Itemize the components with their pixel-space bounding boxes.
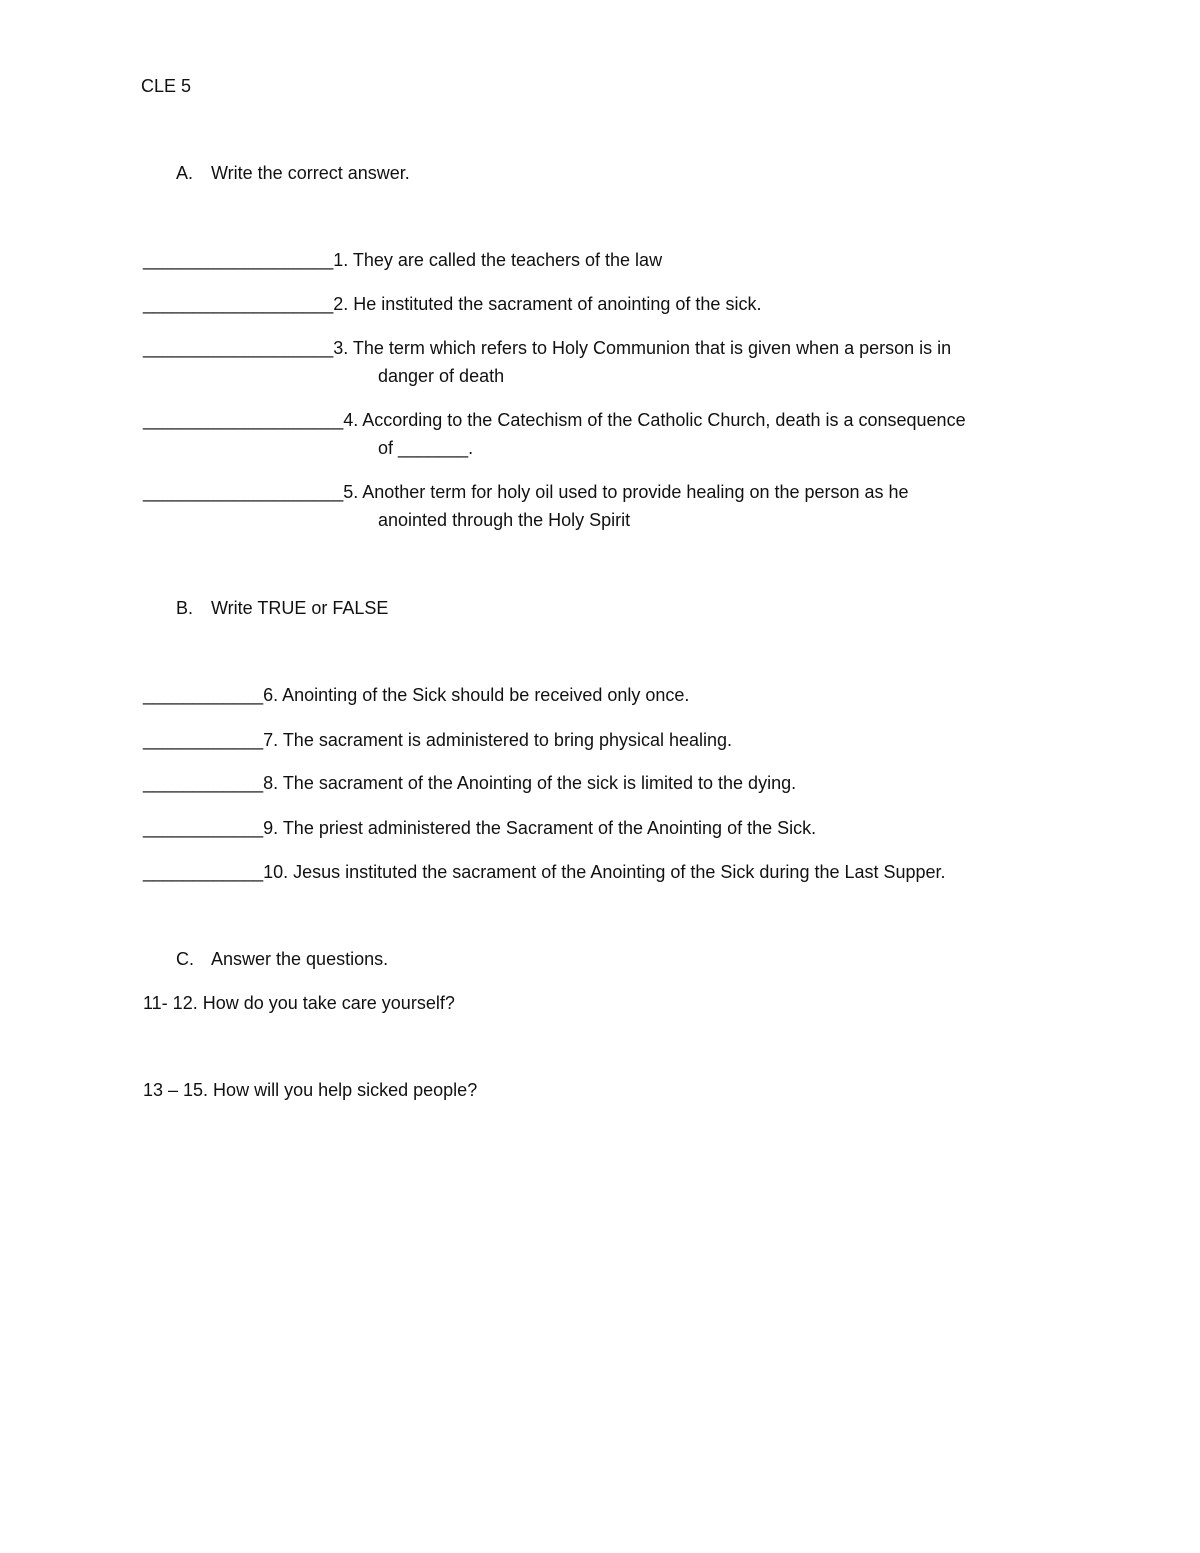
question-6: ____________6. Anointing of the Sick should be received only once. (143, 685, 690, 705)
question-5: ____________________5. Another term for holy oil used to provide healing on the person as he (143, 482, 909, 502)
question-1: ___________________1. They are called the teachers of the law (143, 250, 663, 270)
question-13-15: 13 – 15. How will you help sicked people? (143, 1080, 478, 1100)
section-b-label: B. (176, 598, 194, 618)
question-3: ___________________3. The term which refers to Holy Communion that is given when a person is in (143, 338, 952, 358)
question-8: ____________8. The sacrament of the Anointing of the sick is limited to the dying. (143, 773, 797, 793)
question-4: ____________________4. According to the Catechism of the Catholic Church, death is a consequence (143, 410, 966, 430)
question-7: ____________7. The sacrament is administered to bring physical healing. (143, 730, 733, 750)
section-b-instruction: Write TRUE or FALSE (211, 598, 389, 618)
section-c-instruction: Answer the questions. (211, 949, 389, 969)
question-3-continuation: danger of death (378, 366, 505, 386)
question-10: ____________10. Jesus instituted the sacrament of the Anointing of the Sick during the Last Supper. (143, 862, 946, 882)
question-11-12: 11- 12. How do you take care yourself? (143, 993, 455, 1013)
question-5-continuation: anointed through the Holy Spirit (378, 510, 631, 530)
course-title: CLE 5 (141, 76, 192, 96)
question-4-continuation: of _______. (378, 438, 474, 458)
section-a-instruction: Write the correct answer. (211, 163, 410, 183)
section-c-label: C. (176, 949, 194, 969)
section-a-label: A. (176, 163, 194, 183)
question-9: ____________9. The priest administered the Sacrament of the Anointing of the Sick. (143, 818, 817, 838)
question-2: ___________________2. He instituted the sacrament of anointing of the sick. (143, 294, 762, 314)
